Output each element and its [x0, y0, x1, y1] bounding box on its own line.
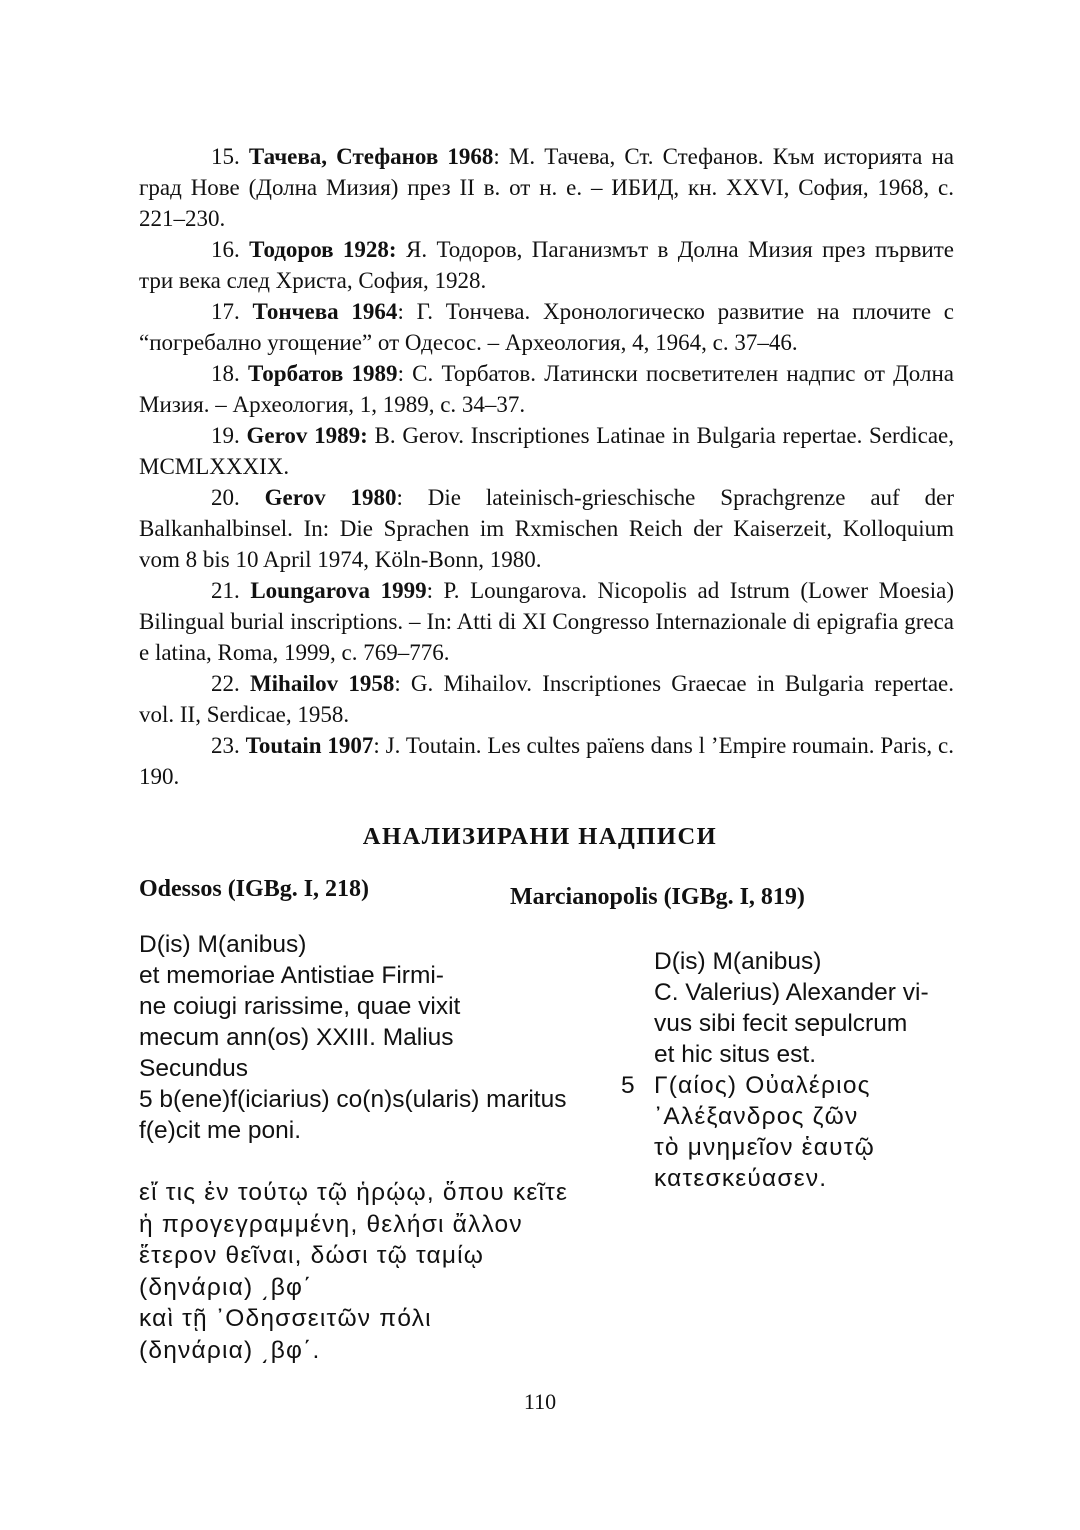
inscription-line: (δηνάρια) ͵βφ΄. — [139, 1336, 321, 1364]
inscription-line: f(e)cit me poni. — [139, 1117, 302, 1144]
reference-item: 22. Mihailov 1958: G. Mihailov. Inscriptiones Graecae in Bulgaria repertae. vol. II, Serdicae, 1958. — [139, 671, 955, 727]
reference-key: Loungarova 1999 — [250, 578, 427, 603]
inscription-line: mecum ann(os) XXIII. Malius — [139, 1024, 454, 1051]
odessos-greek-text — [139, 1177, 568, 1366]
inscription-line: ἡ προγεγραμμένη, θελήσι ἄλλον — [139, 1210, 523, 1238]
reference-key: Toutain 1907 — [245, 733, 374, 758]
inscription-line: ne coiugi rarissime, quae vixit — [139, 993, 461, 1020]
reference-item: 17. Тончева 1964: Г. Тончева. Хронологическо развитие на плочите с “погребално угощение” от Одесос. – Археология, 4, 1964, с. 37–46. — [139, 299, 954, 355]
reference-key: Gerov 1989: — [246, 423, 368, 448]
odessos-latin-text — [139, 929, 566, 1146]
reference-item: 16. Тодоров 1928: Я. Тодоров, Паганизмът в Долна Мизия през първите три века след Христа, София, 1928. — [139, 237, 955, 293]
reference-item: 23. Toutain 1907: J. Toutain. Les cultes païens dans l ’Empire roumain. Paris, c. 190. — [139, 733, 955, 789]
reference-item: 18. Торбатов 1989: С. Торбатов. Латински посветителен надпис от Долна Мизия. – Археология, 1, 1989, с. 34–37. — [139, 361, 955, 417]
inscription-line: εἴ τις ἐν τούτῳ τῷ ἡρῴῳ, ὅπου κεῖτε — [139, 1179, 569, 1206]
reference-item: 21. Loungarova 1999: P. Loungarova. Nicopolis ad Istrum (Lower Moesia) Bilingual burial inscriptions. – In: Atti di XI Congresso Internazionale di epigrafia greca e latina, Roma, 1999, c. 769–776. — [139, 578, 955, 665]
reference-key: Тодоров 1928: — [249, 237, 397, 262]
reference-key: Gerov 1980 — [264, 485, 397, 510]
bibliography-list — [139, 141, 954, 792]
page-number: 110 — [523, 1389, 557, 1414]
odessos-title: Odessos (IGBg. I, 218) — [139, 876, 370, 902]
reference-key: Торбатов 1989 — [247, 361, 398, 386]
inscription-line: (δηνάρια) ͵βφ΄ — [139, 1273, 313, 1301]
reference-key: Тачева, Стефанов 1968 — [248, 144, 494, 169]
inscription-line: 5 b(ene)f(iciarius) co(n)s(ularis) maritus — [139, 1086, 567, 1113]
reference-item: 15. Тачева, Стефанов 1968: М. Тачева, Ст. Стефанов. Към историята на град Нове (Долна Мизия) през II в. от н. е. – ИБИД, кн. XXVI, София, 1968, с. 221–230. — [139, 144, 954, 231]
inscription-line: et memoriae Antistiae Firmi- — [139, 962, 444, 989]
section-heading: АНАЛИЗИРАНИ НАДПИСИ — [362, 823, 718, 850]
reference-item: 20. Gerov 1980: Die lateinisch-grieschische Sprachgrenze auf der Balkanhalbinsel. In: Die Sprachen im Rxmischen Reich der Kaiserzeit, Kolloquium vom 8 bis 10 April 1974, Köln-Bonn, 1980. — [139, 485, 954, 572]
inscription-line: καὶ τῇ ᾽Οδησσειτῶν πόλι — [139, 1305, 432, 1332]
reference-key: Mihailov 1958 — [249, 671, 395, 696]
inscription-line: D(is) M(anibus) — [139, 931, 307, 958]
line-number: 5 — [621, 1072, 636, 1099]
marcianopolis-title: Marcianopolis (IGBg. I, 819) — [510, 884, 805, 910]
reference-key: Тончева 1964 — [252, 299, 398, 324]
reference-item: 19. Gerov 1989: B. Gerov. Inscriptiones Latinae in Bulgaria repertae. Serdicae, MCMLXXXIX. — [139, 423, 954, 479]
inscription-line: ἕτερον θεῖναι, δώσι τῷ ταμίῳ — [139, 1242, 485, 1269]
inscription-line: Secundus — [139, 1055, 248, 1082]
